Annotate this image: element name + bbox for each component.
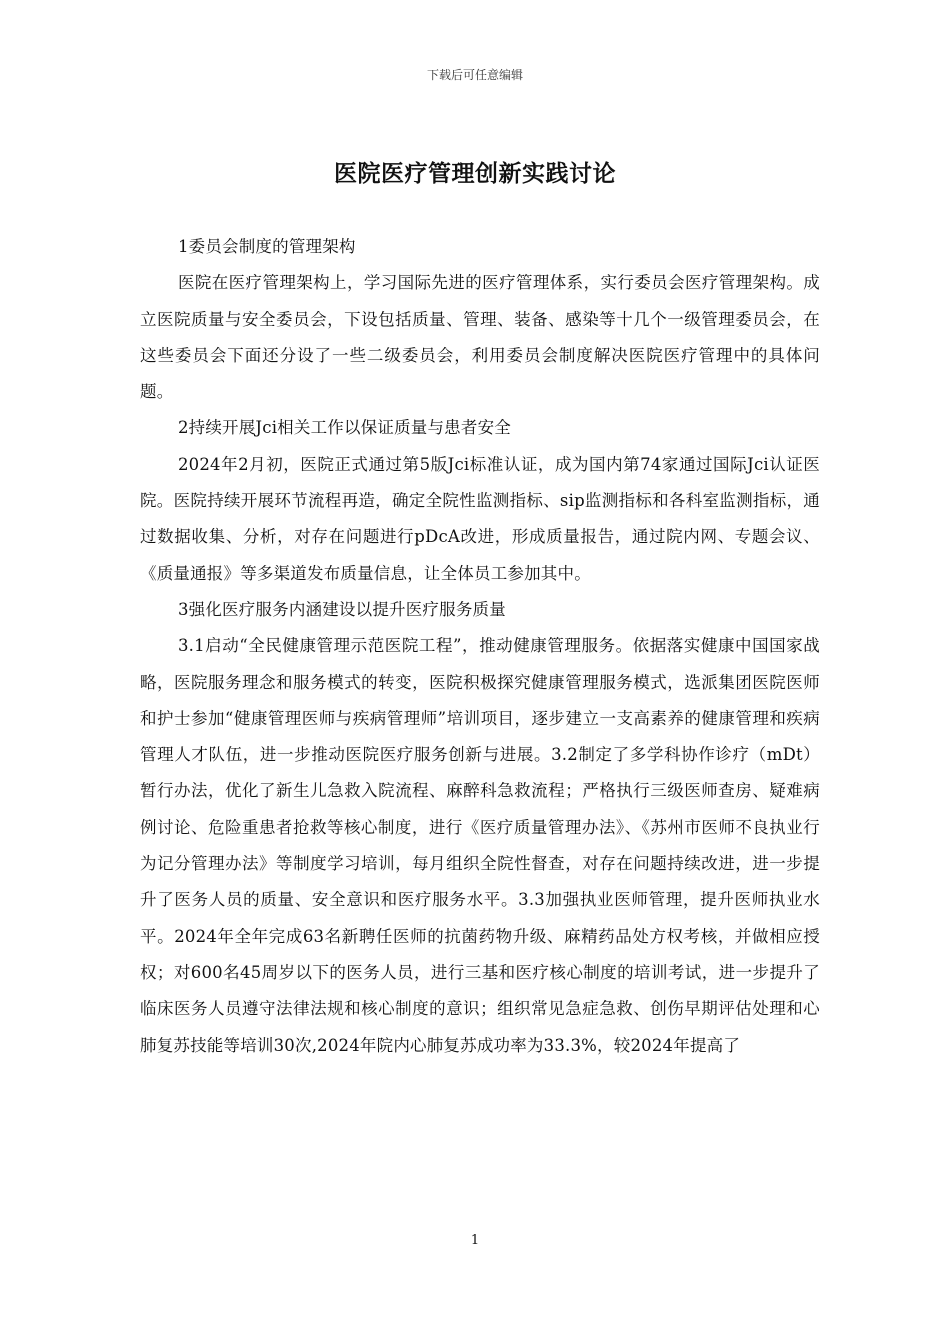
document-title: 医院医疗管理创新实践讨论	[334, 160, 616, 187]
section-heading-1: 1委员会制度的管理架构	[177, 237, 356, 256]
document-body	[140, 229, 820, 1064]
paragraph-committee: 医院在医疗管理架构上，学习国际先进的医疗管理体系，实行委员会医疗管理架构。成立医院质量与安全委员会，下设包括质量、管理、装备、感染等十几个一级管理委员会，在这些委员会下面还分设了一些二级委员会，利用委员会制度解决医院医疗管理中的具体问题。	[140, 273, 820, 402]
section-heading-2: 2持续开展Jci相关工作以保证质量与患者安全	[177, 418, 511, 438]
header-note: 下载后可任意编辑	[426, 68, 523, 82]
page-number: 1	[470, 1233, 480, 1248]
section-heading-3: 3强化医疗服务内涵建设以提升医疗服务质量	[177, 599, 506, 619]
paragraph-jci: 2024年2月初，医院正式通过第5版Jci标准认证，成为国内第74家通过国际Jci认证医院。医院持续开展环节流程再造，确定全院性监测指标、sip监测指标和各科室监测指标，通过数据收集、分析，对存在问题进行pDcA改进，形成质量报告，通过院内网、专题会议、《质量通报》等多渠道发布质量信息，让全体员工参加其中。	[140, 454, 820, 583]
paragraph-service-quality: 3.1启动“全民健康管理示范医院工程”，推动健康管理服务。依据落实健康中国国家战略，医院服务理念和服务模式的转变，医院积极探究健康管理服务模式，选派集团医院医师和护士参加“健康管理医师与疾病管理师”培训项目，逐步建立一支高素养的健康管理和疾病管理人才队伍，进一步推动医院医疗服务创新与进展。3.2制定了多学科协作诊疗（mDt）暂行办法，优化了新生儿急救入院流程、麻醉科急救流程；严格执行三级医师查房、疑难病例讨论、危险重患者抢救等核心制度，进行《医疗质量管理办法》、《苏州市医师不良执业行为记分管理办法》等制度学习培训，每月组织全院性督查，对存在问题持续改进，进一步提升了医务人员的质量、安全意识和医疗服务水平。3.3加强执业医师管理，提升医师执业水平。2024年全年完成63名新聘任医师的抗菌药物升级、麻精药品处方权考核，并做相应授权；对600名45周岁以下的医务人员，进行三基和医疗核心制度的培训考试，进一步提升了临床医务人员遵守法律法规和核心制度的意识；组织常见急症急救、创伤早期评估处理和心肺复苏技能等培训30次,2024年院内心肺复苏成功率为33.3%，较2024年提高了	[140, 636, 820, 1055]
